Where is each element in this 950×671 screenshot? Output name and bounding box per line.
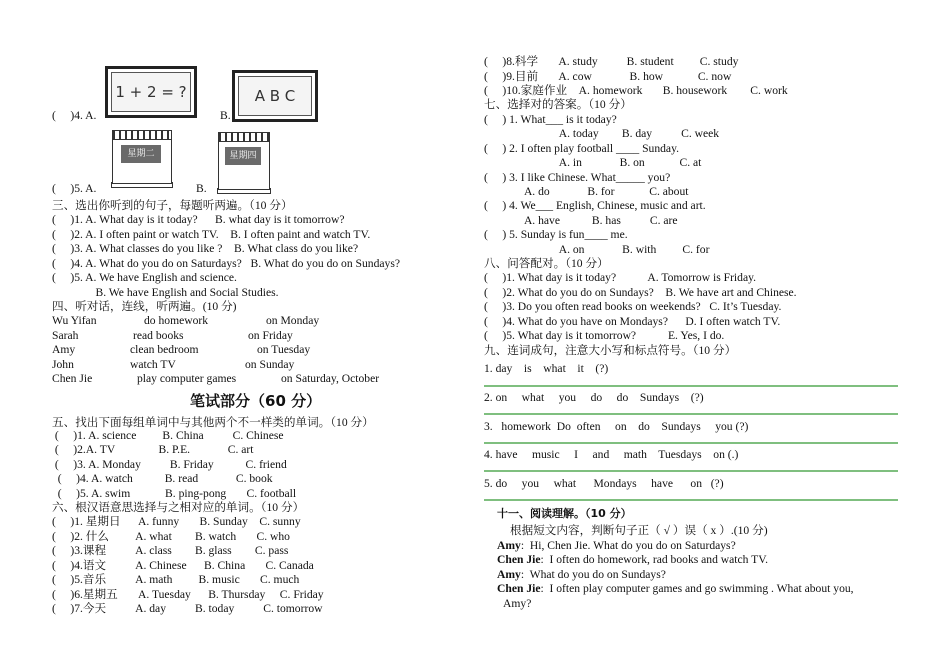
section-5-item: ( )3. A. Monday B. Friday C. friend bbox=[52, 458, 287, 471]
section-6-item: ( )1. 星期日 A. funny B. Sunday C. sunny bbox=[52, 515, 301, 528]
section-6-item: ( )7.今天 A. day B. today C. tomorrow bbox=[52, 602, 323, 615]
section-9-title: 九、连词成句，注意大小写和标点符号。（10 分） bbox=[484, 344, 737, 357]
match-day: on Sunday bbox=[245, 358, 295, 371]
dialogue-speaker: Chen Jie bbox=[497, 553, 541, 566]
section-3-item: ( )3. A. What classes do you like ? B. What class do you like? bbox=[52, 242, 359, 255]
writing-line bbox=[484, 442, 898, 444]
match-activity: play computer games bbox=[137, 372, 237, 385]
dialogue-text: : What do you do on Sundays? bbox=[520, 568, 666, 581]
question-5-option-b: B. bbox=[196, 182, 207, 195]
match-name: Amy bbox=[52, 343, 76, 356]
section-6-item: ( )4.语文 A. Chinese B. China C. Canada bbox=[52, 559, 314, 572]
match-activity: clean bedroom bbox=[130, 343, 199, 356]
section-9-item: 3. homework Do often on do Sundays you (?) bbox=[484, 420, 749, 433]
section-5-item: ( )5. A. swim B. ping-pong C. football bbox=[52, 487, 297, 500]
dialogue-line bbox=[497, 539, 736, 553]
section-7-item: ( ) 4. We___ English, Chinese, music and art. bbox=[484, 199, 706, 212]
match-name: Sarah bbox=[52, 329, 79, 342]
section-5-item: ( )4. A. watch B. read C. book bbox=[52, 472, 273, 485]
dialogue-line bbox=[497, 582, 854, 596]
section-6-title: 六、根汉语意思选择与之相对应的单词。（10 分） bbox=[52, 501, 305, 514]
blackboard-letters-picture bbox=[232, 70, 318, 122]
section-9-item: 5. do you what Mondays have on (?) bbox=[484, 477, 724, 490]
section-8-item: ( )3. Do you often read books on weekends? C. It’s Tuesday. bbox=[484, 300, 782, 313]
match-activity: read books bbox=[133, 329, 184, 342]
match-name: Chen Jie bbox=[52, 372, 93, 385]
section-3-item: ( )5. A. We have English and science. bbox=[52, 271, 237, 284]
section-6-item: ( )8.科学 A. study B. student C. study bbox=[484, 55, 739, 68]
dialogue-speaker: Amy bbox=[497, 539, 521, 552]
blackboard-letters-text: A B C bbox=[254, 87, 296, 105]
dialogue-text: : I often do homework, rad books and watch TV. bbox=[540, 553, 769, 566]
section-8-item: ( )5. What day is it tomorrow? E. Yes, I do. bbox=[484, 329, 725, 342]
section-5-item: ( )1. A. science B. China C. Chinese bbox=[52, 429, 284, 442]
match-name: John bbox=[52, 358, 74, 371]
question-5-label: ( )5. A. bbox=[52, 182, 97, 195]
writing-line bbox=[484, 413, 898, 415]
section-5-title: 五、找出下面每组单词中与其他两个不一样类的单词。（10 分） bbox=[52, 416, 374, 429]
match-day: on Friday bbox=[248, 329, 293, 342]
section-8-item: ( )2. What do you do on Sundays? B. We have art and Chinese. bbox=[484, 286, 797, 299]
dialogue-speaker: Chen Jie bbox=[497, 582, 541, 595]
calendar-thursday-text: 星期四 bbox=[225, 147, 261, 165]
blackboard-math-picture bbox=[105, 66, 197, 118]
section-7-item: ( ) 1. What___ is it today? bbox=[484, 113, 617, 126]
match-day: on Monday bbox=[266, 314, 320, 327]
question-4-label: ( )4. A. bbox=[52, 109, 97, 122]
section-7-options: A. have B. has C. are bbox=[484, 214, 678, 227]
match-name: Wu Yifan bbox=[52, 314, 97, 327]
section-7-title: 七、选择对的答案。（10 分） bbox=[484, 98, 632, 111]
match-day: on Tuesday bbox=[257, 343, 311, 356]
section-11-title: 十一、阅读理解。（10 分） bbox=[497, 507, 632, 520]
section-6-item: ( )5.音乐 A. math B. music C. much bbox=[52, 573, 300, 586]
section-7-options: A. today B. day C. week bbox=[484, 127, 720, 140]
section-7-item: ( ) 5. Sunday is fun____ me. bbox=[484, 228, 628, 241]
section-8-item: ( )1. What day is it today? A. Tomorrow is Friday. bbox=[484, 271, 757, 284]
writing-line bbox=[484, 385, 898, 387]
dialogue-line bbox=[497, 553, 768, 567]
section-8-title: 八、问答配对。（10 分） bbox=[484, 257, 609, 270]
question-4-option-b: B. bbox=[220, 109, 231, 122]
calendar-tuesday-text: 星期二 bbox=[121, 145, 161, 163]
dialogue-text: : Hi, Chen Jie. What do you do on Saturdays? bbox=[520, 539, 736, 552]
section-6-item: ( )9.目前 A. cow B. how C. now bbox=[484, 70, 732, 83]
section-6-item: ( )3.课程 A. class B. glass C. pass bbox=[52, 544, 289, 557]
section-6-item: ( )6.星期五 A. Tuesday B. Thursday C. Friday bbox=[52, 588, 324, 601]
section-9-item: 4. have music I and math Tuesdays on (.) bbox=[484, 448, 739, 461]
section-6-item: ( )10.家庭作业 A. homework B. housework C. work bbox=[484, 84, 788, 97]
section-7-item: ( ) 3. I like Chinese. What_____ you? bbox=[484, 171, 671, 184]
written-part-title: 笔试部分（60 分） bbox=[190, 392, 322, 410]
section-3-title: 三、选出你听到的句子，每题听两遍。（10 分） bbox=[52, 199, 293, 212]
section-3-item: ( )4. A. What do you do on Saturdays? B. What do you do on Sundays? bbox=[52, 257, 400, 270]
section-4-title: 四、听对话，连线，听两遍。(10 分) bbox=[52, 300, 237, 313]
match-activity: watch TV bbox=[130, 358, 176, 371]
section-7-options: A. do B. for C. about bbox=[484, 185, 689, 198]
section-3-item: ( )1. A. What day is it today? B. what day is it tomorrow? bbox=[52, 213, 345, 226]
section-9-item: 1. day is what it (?) bbox=[484, 362, 609, 375]
writing-line bbox=[484, 470, 898, 472]
section-6-item: ( )2. 什么 A. what B. watch C. who bbox=[52, 530, 290, 543]
dialogue-speaker: Amy bbox=[497, 568, 521, 581]
section-7-item: ( ) 2. I often play football ____ Sunday. bbox=[484, 142, 680, 155]
section-7-options: A. on B. with C. for bbox=[484, 243, 710, 256]
section-9-item: 2. on what you do do Sundays (?) bbox=[484, 391, 704, 404]
section-3-item: B. We have English and Social Studies. bbox=[52, 286, 279, 299]
dialogue-line-end: Amy? bbox=[503, 597, 532, 610]
section-7-options: A. in B. on C. at bbox=[484, 156, 702, 169]
section-5-item: ( )2.A. TV B. P.E. C. art bbox=[52, 443, 254, 456]
dialogue-text: : I often play computer games and go swimming . What about you, bbox=[540, 582, 854, 595]
section-11-instructions: 根据短文内容，判断句子正（ √ ）误（ x ）.(10 分) bbox=[510, 524, 768, 537]
calendar-tuesday-picture bbox=[112, 130, 172, 184]
match-day: on Saturday, October bbox=[281, 372, 380, 385]
match-activity: do homework bbox=[144, 314, 209, 327]
blackboard-math-text: 1 + 2 = ? bbox=[115, 83, 187, 101]
section-8-item: ( )4. What do you have on Mondays? D. I often watch TV. bbox=[484, 315, 781, 328]
section-3-item: ( )2. A. I often paint or watch TV. B. I often paint and watch TV. bbox=[52, 228, 371, 241]
dialogue-line bbox=[497, 568, 666, 582]
calendar-thursday-picture bbox=[218, 132, 270, 190]
writing-line bbox=[484, 499, 898, 501]
